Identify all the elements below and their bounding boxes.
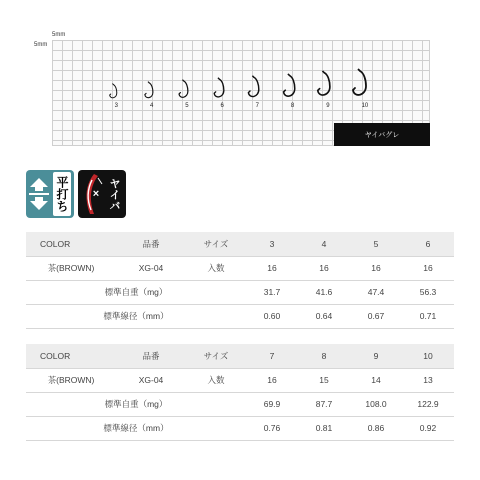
- row-label: 入数: [186, 368, 246, 392]
- flat-forged-badge: [26, 170, 74, 218]
- color-header: COLOR: [26, 232, 116, 256]
- value-cell: 16: [298, 256, 350, 280]
- value-cell: 56.3: [402, 280, 454, 304]
- hook-icon: [281, 73, 300, 102]
- value-cell: 122.9: [402, 392, 454, 416]
- table-row-diameter: [26, 416, 454, 440]
- size-col: 7: [246, 344, 298, 368]
- value-cell: 15: [298, 368, 350, 392]
- value-cell: 41.6: [298, 280, 350, 304]
- value-cell: 0.67: [350, 304, 402, 328]
- hook-size-label: 5: [185, 103, 189, 109]
- row-label: 標準自重（mg）: [26, 280, 246, 304]
- hook-icon: [143, 81, 157, 102]
- size-col: 9: [350, 344, 402, 368]
- hook-icon: [108, 83, 120, 102]
- hook-size-label: 4: [150, 103, 154, 109]
- value-cell: 0.92: [402, 416, 454, 440]
- size-col: 10: [402, 344, 454, 368]
- size-col: 4: [298, 232, 350, 256]
- table-row-weight: [26, 280, 454, 304]
- value-cell: 0.81: [298, 416, 350, 440]
- table-row-weight: [26, 392, 454, 416]
- value-cell: 47.4: [350, 280, 402, 304]
- scale-label-top: 5mm: [52, 32, 66, 38]
- size-col: 3: [246, 232, 298, 256]
- hook-size-chart: [0, 0, 480, 160]
- value-cell: 0.60: [246, 304, 298, 328]
- hook-size-label: 3: [114, 103, 118, 109]
- scale-label-left: 5mm: [34, 42, 48, 48]
- hook-icon: [315, 70, 335, 102]
- color-cell: 茶(BROWN): [26, 368, 116, 392]
- hook-size-label: 9: [326, 103, 330, 109]
- value-cell: 108.0: [350, 392, 402, 416]
- hook-size-label: 10: [361, 103, 369, 109]
- row-label: 標準自重（mg）: [26, 392, 246, 416]
- value-cell: 14: [350, 368, 402, 392]
- barb-badge-text: ヤイバ×: [105, 172, 123, 216]
- spec-table-sizes-7-10: [26, 344, 454, 441]
- value-cell: 16: [246, 256, 298, 280]
- color-header: COLOR: [26, 344, 116, 368]
- row-label: 入数: [186, 256, 246, 280]
- value-cell: 87.7: [298, 392, 350, 416]
- flat-arrows-icon: [26, 170, 52, 218]
- size-header: サイズ: [186, 344, 246, 368]
- table-row-count: [26, 368, 454, 392]
- value-cell: 0.76: [246, 416, 298, 440]
- value-cell: 0.64: [298, 304, 350, 328]
- table-row-count: [26, 256, 454, 280]
- table-header-row: [26, 232, 454, 256]
- row-label: 標準線径（mm）: [26, 416, 246, 440]
- hook-icon: [246, 75, 264, 102]
- hook-size-label: 8: [290, 103, 295, 109]
- product-name-tag: ヤイバグレ: [334, 123, 430, 146]
- size-header: サイズ: [186, 232, 246, 256]
- value-cell: 16: [350, 256, 402, 280]
- value-cell: 16: [402, 256, 454, 280]
- spec-table-sizes-3-6: [26, 232, 454, 329]
- row-label: 標準線径（mm）: [26, 304, 246, 328]
- value-cell: 69.9: [246, 392, 298, 416]
- table-row-diameter: [26, 304, 454, 328]
- product-no-header: 品番: [116, 232, 186, 256]
- hook-icon: [177, 79, 192, 102]
- table-header-row: [26, 344, 454, 368]
- hook-icon: [212, 77, 228, 102]
- value-cell: 0.86: [350, 416, 402, 440]
- size-col: 6: [402, 232, 454, 256]
- value-cell: 13: [402, 368, 454, 392]
- value-cell: 31.7: [246, 280, 298, 304]
- hook-size-label: 7: [255, 103, 260, 109]
- color-cell: 茶(BROWN): [26, 256, 116, 280]
- product-no-header: 品番: [116, 344, 186, 368]
- value-cell: 0.71: [402, 304, 454, 328]
- flat-badge-text: 平打ち: [53, 172, 71, 216]
- product-no-cell: XG-04: [116, 368, 186, 392]
- blade-barb-badge: [78, 170, 126, 218]
- size-col: 8: [298, 344, 350, 368]
- size-col: 5: [350, 232, 402, 256]
- value-cell: 16: [246, 368, 298, 392]
- hook-size-label: 6: [220, 103, 224, 109]
- product-no-cell: XG-04: [116, 256, 186, 280]
- hook-icon: [350, 68, 372, 102]
